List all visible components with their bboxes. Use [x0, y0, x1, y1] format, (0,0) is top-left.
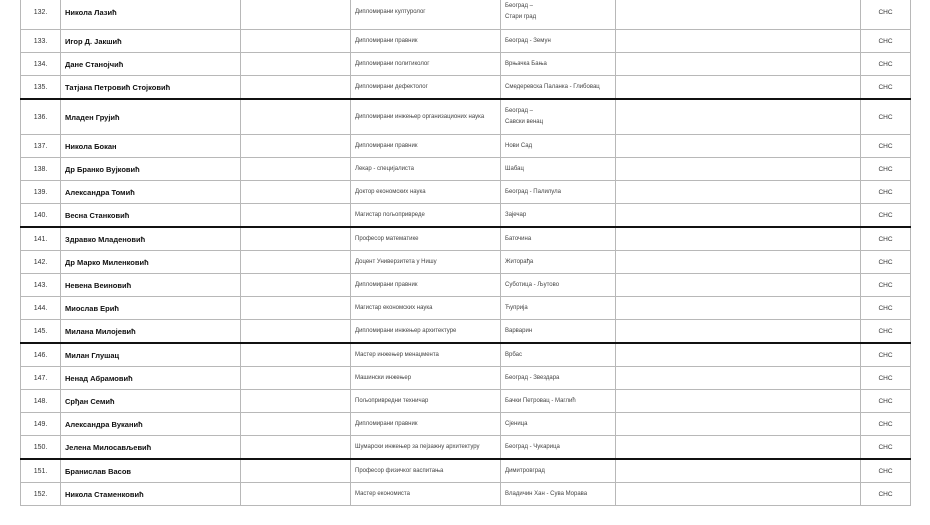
candidate-name: Др Марко Миленковић — [61, 251, 241, 274]
row-number: 135. — [21, 76, 61, 100]
table-row — [21, 30, 911, 53]
occupation: Магистар пољопривреде — [351, 204, 501, 228]
occupation: Дипломирани политиколог — [351, 53, 501, 76]
blank-cell — [616, 181, 861, 204]
blank-cell — [241, 483, 351, 506]
blank-cell — [616, 436, 861, 460]
occupation: Професор математике — [351, 227, 501, 251]
blank-cell — [616, 251, 861, 274]
occupation: Дипломирани правник — [351, 30, 501, 53]
candidate-name: Александра Томић — [61, 181, 241, 204]
residence — [501, 181, 616, 204]
blank-cell — [616, 483, 861, 506]
residence-line-1: Београд – — [505, 3, 533, 9]
row-number: 143. — [21, 274, 61, 297]
blank-cell — [241, 181, 351, 204]
occupation: Дипломирани правник — [351, 413, 501, 436]
residence-line-2: Савски венац — [505, 119, 544, 125]
row-number: 149. — [21, 413, 61, 436]
candidate-name: Дане Станојчић — [61, 53, 241, 76]
row-number: 132. — [21, 0, 61, 30]
blank-cell — [616, 76, 861, 100]
blank-cell — [241, 99, 351, 135]
blank-cell — [616, 390, 861, 413]
candidate-name: Никола Бокан — [61, 135, 241, 158]
candidate-name: Бранислав Васов — [61, 459, 241, 483]
occupation: Дипломирани правник — [351, 274, 501, 297]
residence — [501, 343, 616, 367]
residence — [501, 76, 616, 100]
residence-line-1: Нови Сад — [505, 142, 533, 149]
candidate-name: Игор Д. Јакшић — [61, 30, 241, 53]
residence-line-1: Београд - Земун — [505, 37, 551, 44]
blank-cell — [241, 251, 351, 274]
residence — [501, 274, 616, 297]
candidate-name: Никола Лазић — [61, 0, 241, 30]
blank-cell — [241, 343, 351, 367]
blank-cell — [241, 53, 351, 76]
blank-cell — [616, 204, 861, 228]
blank-cell — [241, 459, 351, 483]
residence-line-1: Смедеревска Паланка - Глибовац — [505, 83, 600, 90]
row-number: 137. — [21, 135, 61, 158]
occupation: Мастер инжењер менаџмента — [351, 343, 501, 367]
residence-line-1: Владичин Хан - Сува Морава — [505, 490, 588, 497]
residence-line-1: Сјеница — [505, 420, 528, 427]
blank-cell — [616, 30, 861, 53]
residence — [501, 0, 616, 30]
candidate-name: Здравко Младеновић — [61, 227, 241, 251]
party-code: СНС — [861, 343, 911, 367]
blank-cell — [616, 320, 861, 344]
row-number: 141. — [21, 227, 61, 251]
party-code: СНС — [861, 436, 911, 460]
table-row — [21, 158, 911, 181]
candidate-name: Др Бранко Вујковић — [61, 158, 241, 181]
table-row — [21, 367, 911, 390]
blank-cell — [616, 459, 861, 483]
blank-cell — [616, 99, 861, 135]
table-row — [21, 483, 911, 506]
residence-line-1: Житорађа — [505, 258, 534, 265]
candidate-name: Младен Грујић — [61, 99, 241, 135]
blank-cell — [616, 413, 861, 436]
blank-cell — [616, 297, 861, 320]
residence-line-1: Димитровград — [505, 467, 545, 474]
party-code: СНС — [861, 76, 911, 100]
residence — [501, 459, 616, 483]
blank-cell — [616, 227, 861, 251]
party-code: СНС — [861, 53, 911, 76]
table-row — [21, 297, 911, 320]
row-number: 151. — [21, 459, 61, 483]
residence-line-1: Бачки Петровац - Маглић — [505, 397, 576, 404]
party-code: СНС — [861, 0, 911, 30]
party-code: СНС — [861, 413, 911, 436]
occupation: Машински инжењер — [351, 367, 501, 390]
residence — [501, 99, 616, 135]
table-row — [21, 76, 911, 100]
residence — [501, 227, 616, 251]
blank-cell — [241, 227, 351, 251]
candidate-name: Милана Милојевић — [61, 320, 241, 344]
occupation: Професор физичког васпитања — [351, 459, 501, 483]
candidate-name: Јелена Милосављевић — [61, 436, 241, 460]
residence-line-1: Баточина — [505, 235, 532, 242]
blank-cell — [241, 274, 351, 297]
row-number: 134. — [21, 53, 61, 76]
residence — [501, 135, 616, 158]
residence — [501, 320, 616, 344]
occupation: Дипломирани правник — [351, 135, 501, 158]
row-number: 139. — [21, 181, 61, 204]
residence-line-1: Београд - Чукарица — [505, 443, 560, 450]
party-code: СНС — [861, 204, 911, 228]
table-row — [21, 459, 911, 483]
occupation: Лекар - специјалиста — [351, 158, 501, 181]
row-number: 147. — [21, 367, 61, 390]
residence-line-1: Београд - Палилула — [505, 188, 562, 195]
occupation: Дипломирани инжењер архитектуре — [351, 320, 501, 344]
candidate-name: Татјана Петровић Стојковић — [61, 76, 241, 100]
blank-cell — [616, 135, 861, 158]
residence — [501, 204, 616, 228]
party-code: СНС — [861, 30, 911, 53]
residence-line-2: Стари град — [505, 14, 537, 20]
candidate-name: Милан Глушац — [61, 343, 241, 367]
party-code: СНС — [861, 297, 911, 320]
candidate-name: Невена Веиновић — [61, 274, 241, 297]
blank-cell — [241, 30, 351, 53]
party-code: СНС — [861, 181, 911, 204]
blank-cell — [241, 158, 351, 181]
occupation: Шумарски инжењер за пејзажну архитектуру — [351, 436, 501, 460]
occupation: Дипломирани инжењер организационих наука — [351, 99, 501, 135]
blank-cell — [241, 320, 351, 344]
party-code: СНС — [861, 367, 911, 390]
residence-line-1: Ћуприја — [505, 304, 528, 311]
residence — [501, 251, 616, 274]
residence-line-1: Шабац — [505, 165, 524, 172]
residence-line-1: Врбас — [505, 351, 522, 358]
row-number: 152. — [21, 483, 61, 506]
occupation: Дипломирани културолог — [351, 0, 501, 30]
party-code: СНС — [861, 320, 911, 344]
candidate-name: Срђан Семић — [61, 390, 241, 413]
candidate-name: Александра Вуканић — [61, 413, 241, 436]
residence — [501, 30, 616, 53]
occupation: Магистар економских наука — [351, 297, 501, 320]
row-number: 136. — [21, 99, 61, 135]
blank-cell — [241, 76, 351, 100]
table-row — [21, 204, 911, 228]
party-code: СНС — [861, 274, 911, 297]
candidate-list-sheet — [20, 0, 910, 506]
blank-cell — [241, 390, 351, 413]
table-row — [21, 53, 911, 76]
party-code: СНС — [861, 227, 911, 251]
occupation: Доцент Универзитета у Нишу — [351, 251, 501, 274]
residence-line-1: Суботица - Љутово — [505, 281, 560, 288]
row-number: 146. — [21, 343, 61, 367]
residence-line-1: Београд – — [505, 108, 533, 114]
candidate-name: Ненад Абрамовић — [61, 367, 241, 390]
party-code: СНС — [861, 158, 911, 181]
blank-cell — [241, 297, 351, 320]
table-row — [21, 390, 911, 413]
occupation: Мастер економиста — [351, 483, 501, 506]
residence-line-1: Београд - Звездара — [505, 374, 560, 381]
residence — [501, 367, 616, 390]
party-code: СНС — [861, 251, 911, 274]
residence — [501, 53, 616, 76]
blank-cell — [241, 367, 351, 390]
blank-cell — [241, 436, 351, 460]
party-code: СНС — [861, 390, 911, 413]
party-code: СНС — [861, 99, 911, 135]
candidate-name: Миослав Ерић — [61, 297, 241, 320]
residence-line-1: Зајечар — [505, 211, 527, 218]
row-number: 150. — [21, 436, 61, 460]
row-number: 148. — [21, 390, 61, 413]
blank-cell — [616, 343, 861, 367]
blank-cell — [616, 53, 861, 76]
table-row — [21, 343, 911, 367]
candidate-name: Весна Станковић — [61, 204, 241, 228]
row-number: 140. — [21, 204, 61, 228]
blank-cell — [616, 0, 861, 30]
table-row — [21, 0, 911, 30]
row-number: 145. — [21, 320, 61, 344]
residence — [501, 413, 616, 436]
residence — [501, 483, 616, 506]
table-row — [21, 436, 911, 460]
blank-cell — [616, 274, 861, 297]
row-number: 144. — [21, 297, 61, 320]
occupation: Пољопривредни техничар — [351, 390, 501, 413]
table-row — [21, 274, 911, 297]
table-row — [21, 320, 911, 344]
occupation: Доктор економских наука — [351, 181, 501, 204]
party-code: СНС — [861, 459, 911, 483]
table-row — [21, 227, 911, 251]
table-row — [21, 99, 911, 135]
blank-cell — [616, 158, 861, 181]
residence — [501, 158, 616, 181]
party-code: СНС — [861, 483, 911, 506]
table-row — [21, 251, 911, 274]
candidate-name: Никола Стаменковић — [61, 483, 241, 506]
blank-cell — [241, 0, 351, 30]
residence — [501, 436, 616, 460]
table-row — [21, 413, 911, 436]
candidate-table — [20, 0, 911, 506]
residence — [501, 390, 616, 413]
row-number: 138. — [21, 158, 61, 181]
blank-cell — [241, 135, 351, 158]
residence-line-1: Варварин — [505, 327, 533, 334]
party-code: СНС — [861, 135, 911, 158]
blank-cell — [616, 367, 861, 390]
residence — [501, 297, 616, 320]
row-number: 133. — [21, 30, 61, 53]
table-row — [21, 135, 911, 158]
blank-cell — [241, 204, 351, 228]
blank-cell — [241, 413, 351, 436]
row-number: 142. — [21, 251, 61, 274]
occupation: Дипломирани дефектолог — [351, 76, 501, 100]
residence-line-1: Врњачка Бања — [505, 60, 547, 67]
table-row — [21, 181, 911, 204]
